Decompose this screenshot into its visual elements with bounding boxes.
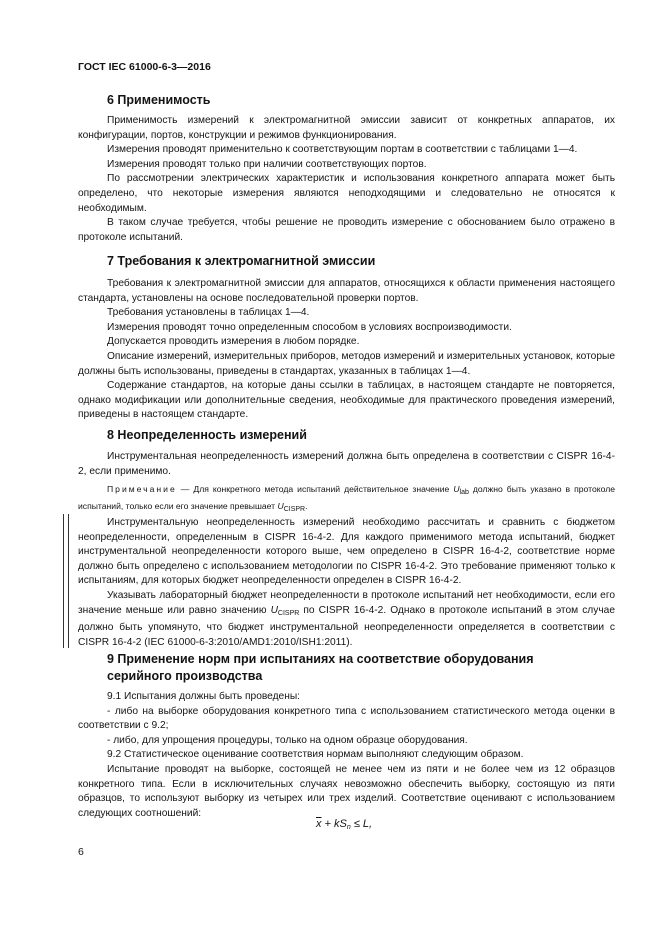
formula: $\overline{x} + kS_n \le L$, bbox=[316, 818, 373, 831]
standard-header: ГОСТ IEC 61000-6-3—2016 bbox=[78, 61, 211, 73]
section-8-title: 8 Неопределенность измерений bbox=[107, 428, 307, 442]
paragraph: Требования к электромагнитной эмиссии для аппаратов, относящихся к области применения настоящего стандарта, установлены на основе последовательной проверки портов. bbox=[78, 278, 615, 304]
paragraph: Содержание стандартов, на которые даны ссылки в таблицах, в настоящем стандарте не повторяется, однако модификации или дополнительные сведения, необходимые для практического проведения измерений, приведены в настоящем стандарте. bbox=[78, 380, 615, 421]
paragraph: Применимость измерений к электромагнитной эмиссии зависит от конкретных аппаратов, их конфигурации, портов, конструкции и режимов функционирования. bbox=[78, 115, 615, 141]
section-7-title: 7 Требования к электромагнитной эмиссии bbox=[107, 254, 376, 268]
paragraph: Инструментальную неопределенность измерений необходимо рассчитать и сравнить с бюджетом неопределенности, определенным в CISPR 16-4-2. Для каждого применимого метода испытаний, бюджет инструментальной неопределенности которого выше, чем определено в CISPR 16-4-2, соответствие норме должно быть определено с использованием методологии по CISPR 16-4-2. Это требование применяют только к испытаниям, для которых бюджет неопределенности определен в CISPR 16-4-2. bbox=[78, 517, 615, 587]
note-label: Примечание bbox=[107, 484, 177, 494]
change-bar bbox=[68, 514, 69, 648]
paragraph: Измерения проводят применительно к соответствующим портам в соответствии с таблицами 1—4. bbox=[107, 144, 578, 156]
paragraph: Измерения проводят точно определенным способом в условиях воспроизводимости. bbox=[107, 321, 512, 333]
paragraph: Допускается проводить измерения в любом порядке. bbox=[107, 336, 360, 348]
list-item: - либо, для упрощения процедуры, только на одном образце оборудования. bbox=[107, 734, 468, 746]
section-7-body bbox=[78, 277, 615, 423]
page-number: 6 bbox=[78, 846, 84, 858]
paragraph: Требования установлены в таблицах 1—4. bbox=[107, 307, 310, 319]
paragraph: Описание измерений, измерительных приборов, методов измерений и измерительных установок, которые должны быть использованы, приведены в стандартах, указанных в таблицах 1—4. bbox=[78, 350, 615, 377]
change-bar bbox=[63, 514, 64, 648]
section-8-intro bbox=[78, 450, 615, 479]
section-6-title: 6 Применимость bbox=[107, 93, 211, 107]
note: Примечание — Для конкретного метода испытаний действительное значение $U_{lab}$ должно быть указано в протоколе испытаний, только если его значение превышает $U_{CISPR}$. bbox=[78, 484, 616, 513]
paragraph: По рассмотрении электрических характеристик и использования конкретного аппарата может быть определено, что некоторые измерения являются неподходящими и следовательно не относятся к необходимым. bbox=[78, 173, 615, 214]
list-item: - либо на выборке оборудования конкретного типа с использованием статистического метода оценки в соответствии с 9.2; bbox=[78, 705, 615, 732]
section-9-body bbox=[78, 690, 615, 821]
section-6-body bbox=[78, 114, 615, 245]
paragraph: Указывать лабораторный бюджет неопределенности в протоколе испытаний нет необходимости, если его значение меньше или равно значению $U_{CISPR}$ по CISPR 16-4-2. Однако в протоколе испытаний в этом случае должно быть упомянуто, что бюджет инструментальной неопределенности определяется в соответствии с CISPR 16-4-2 (IEC 61000-6-3:2010/AMD1:2010/ISH1:2011). bbox=[78, 589, 615, 648]
paragraph: Инструментальная неопределенность измерений должна быть определена в соответствии с CISPR 16-4-2, если применимо. bbox=[78, 451, 615, 477]
paragraph: 9.1 Испытания должны быть проведены: bbox=[107, 691, 300, 702]
paragraph: Измерения проводят только при наличии соответствующих портов. bbox=[107, 158, 427, 170]
paragraph: В таком случае требуется, чтобы решение не проводить измерение с обоснованием было отражено в протоколе испытаний. bbox=[78, 217, 615, 243]
paragraph: 9.2 Статистическое оценивание соответствия нормам выполняют следующим образом. bbox=[107, 749, 524, 761]
section-9-title: 9 Применение норм при испытаниях на соответствие оборудования серийного производства bbox=[107, 652, 534, 683]
section-8-body bbox=[78, 516, 615, 650]
paragraph: Испытание проводят на выборке, состоящей не менее чем из пяти и не более чем из 12 образцов конкретного типа. Если в исключительных случаях невозможно обеспечить выборку, состоящую из пяти образцов, то используют выборку из четырех или трех изделий. Соответствие оценивают с использованием следующих соотношений: bbox=[78, 763, 615, 819]
